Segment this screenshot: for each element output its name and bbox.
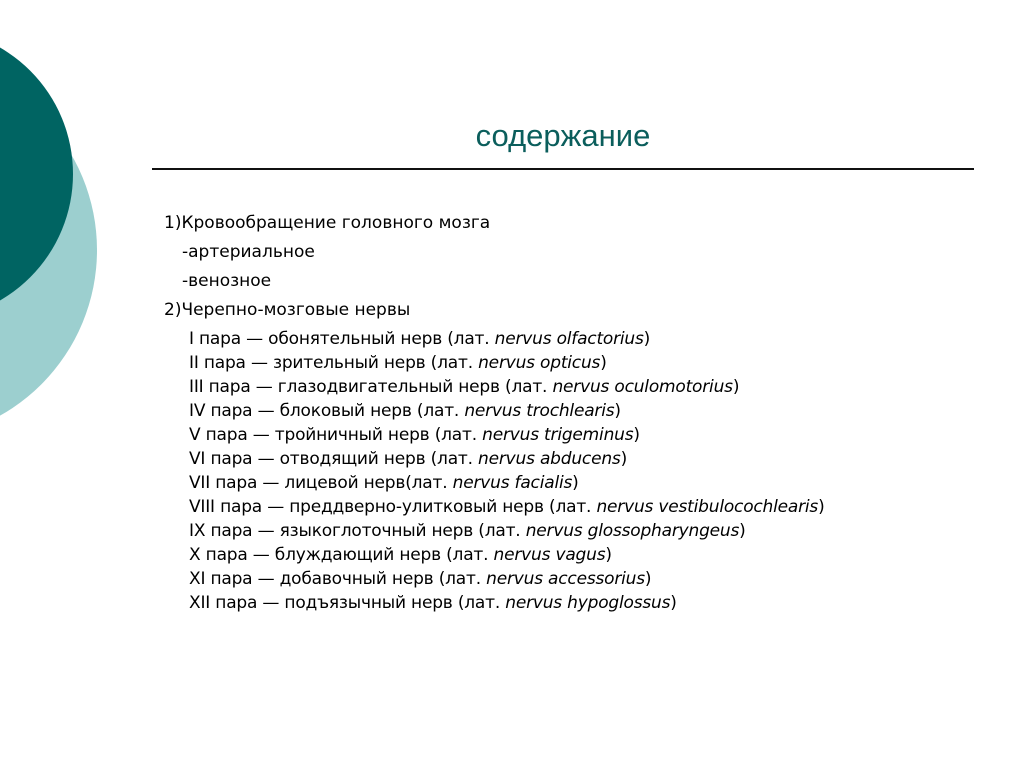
nerve-pair-text: IV пара — блоковый нерв (лат. <box>189 401 465 421</box>
nerve-item <box>189 447 869 471</box>
slide-title: содержание <box>475 118 651 153</box>
nerve-item <box>189 351 869 375</box>
nerve-pair-text: III пара — глазодвигательный нерв (лат. <box>189 377 553 397</box>
nerve-pair-text: X пара — блуждающий нерв (лат. <box>189 545 494 565</box>
nerve-close-paren: ) <box>643 329 651 349</box>
nerve-item <box>189 519 869 543</box>
nerve-pair-text: XII пара — подъязычный нерв (лат. <box>189 593 506 613</box>
nerve-pair-text: V пара — тройничный нерв (лат. <box>189 425 483 445</box>
nerve-pair-text: VIII пара — преддверно-улитковый нерв (лат. <box>189 497 597 517</box>
nerve-close-paren: ) <box>818 497 825 517</box>
subitem-arterial: -артериальное <box>182 242 315 262</box>
nerve-item <box>189 375 869 399</box>
nerve-close-paren: ) <box>614 401 621 421</box>
nerve-latin-name: nervus vestibulocochlearis <box>596 497 819 517</box>
content-body <box>164 209 869 615</box>
nerve-close-paren: ) <box>633 425 640 445</box>
nerve-pair-text: XI пара — добавочный нерв (лат. <box>189 569 487 589</box>
nerve-close-paren: ) <box>572 473 579 493</box>
nerve-item <box>189 543 869 567</box>
nerve-latin-name: nervus hypoglossus <box>505 593 671 613</box>
cranial-nerve-list <box>164 327 869 615</box>
nerve-latin-name: nervus oculomotorius <box>552 377 733 397</box>
nerve-latin-name: nervus trigeminus <box>482 425 634 445</box>
nerve-item <box>189 591 869 615</box>
nerve-pair-text: VII пара — лицевой нерв(лат. <box>189 473 453 493</box>
nerve-pair-text: II пара — зрительный нерв (лат. <box>189 353 479 373</box>
nerve-close-paren: ) <box>644 569 652 589</box>
title-divider <box>152 168 974 170</box>
nerve-latin-name: nervus trochlearis <box>464 401 615 421</box>
nerve-item <box>189 567 869 591</box>
nerve-close-paren: ) <box>732 377 740 397</box>
section-circulation: 1)Кровообращение головного мозга <box>164 213 491 233</box>
nerve-item <box>189 327 869 351</box>
nerve-item <box>189 471 869 495</box>
nerve-pair-text: IX пара — языкоглоточный нерв (лат. <box>189 521 526 541</box>
nerve-latin-name: nervus glossopharyngeus <box>525 521 740 541</box>
nerve-latin-name: nervus olfactorius <box>494 329 644 349</box>
section-cranial-nerves: 2)Черепно-мозговые нервы <box>164 300 411 320</box>
nerve-pair-text: VI пара — отводящий нерв (лат. <box>189 449 479 469</box>
nerve-latin-name: nervus vagus <box>493 545 606 565</box>
nerve-item <box>189 399 869 423</box>
subitem-venous: -венозное <box>182 271 272 291</box>
nerve-close-paren: ) <box>605 545 612 565</box>
nerve-latin-name: nervus accessorius <box>486 569 645 589</box>
nerve-close-paren: ) <box>620 449 627 469</box>
nerve-item <box>189 495 869 519</box>
nerve-close-paren: ) <box>600 353 607 373</box>
nerve-latin-name: nervus abducens <box>478 449 621 469</box>
nerve-item <box>189 423 869 447</box>
nerve-latin-name: nervus facialis <box>452 473 573 493</box>
nerve-close-paren: ) <box>670 593 677 613</box>
nerve-latin-name: nervus opticus <box>478 353 601 373</box>
nerve-close-paren: ) <box>739 521 746 541</box>
nerve-pair-text: I пара — обонятельный нерв (лат. <box>189 329 495 349</box>
